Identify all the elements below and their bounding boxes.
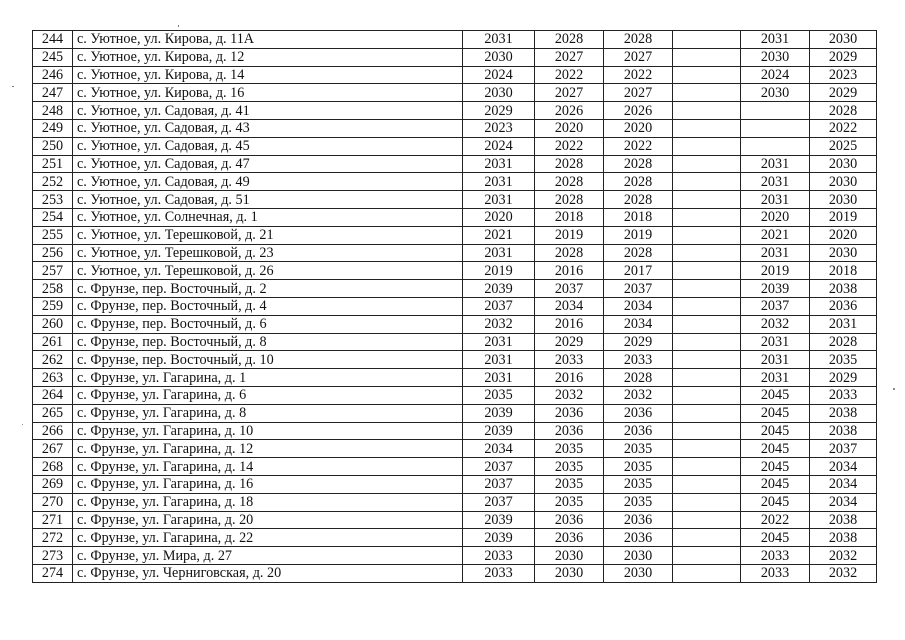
row-number-cell: 269 (33, 475, 73, 493)
row-number-cell: 249 (33, 119, 73, 137)
year-cell-4 (673, 351, 741, 369)
address-cell: с. Уютное, ул. Садовая, д. 51 (73, 191, 463, 209)
table-row (33, 458, 877, 476)
year-cell-4 (673, 493, 741, 511)
year-cell-5 (741, 137, 810, 155)
address-cell: с. Уютное, ул. Садовая, д. 47 (73, 155, 463, 173)
year-cell-6: 2032 (810, 564, 877, 582)
scan-speck (893, 388, 895, 390)
year-cell-6: 2030 (810, 244, 877, 262)
year-cell-4 (673, 547, 741, 565)
table-row (33, 511, 877, 529)
table-row (33, 280, 877, 298)
year-cell-4 (673, 564, 741, 582)
table-row (33, 386, 877, 404)
row-number-cell: 251 (33, 155, 73, 173)
document-page (32, 30, 876, 583)
year-cell-3: 2035 (604, 493, 673, 511)
address-cell: с. Уютное, ул. Кирова, д. 16 (73, 84, 463, 102)
year-cell-5: 2031 (741, 244, 810, 262)
year-cell-5 (741, 119, 810, 137)
year-cell-3: 2034 (604, 315, 673, 333)
year-cell-4 (673, 66, 741, 84)
address-cell: с. Уютное, ул. Солнечная, д. 1 (73, 208, 463, 226)
address-cell: с. Фрунзе, ул. Черниговская, д. 20 (73, 564, 463, 582)
year-cell-4 (673, 369, 741, 387)
year-cell-2: 2018 (535, 208, 604, 226)
year-cell-1: 2031 (463, 191, 535, 209)
row-number-cell: 273 (33, 547, 73, 565)
year-cell-6: 2038 (810, 280, 877, 298)
year-cell-3: 2017 (604, 262, 673, 280)
table-row (33, 297, 877, 315)
address-cell: с. Фрунзе, ул. Гагарина, д. 18 (73, 493, 463, 511)
address-cell: с. Фрунзе, ул. Мира, д. 27 (73, 547, 463, 565)
year-cell-3: 2022 (604, 66, 673, 84)
year-cell-5: 2045 (741, 475, 810, 493)
year-cell-6: 2023 (810, 66, 877, 84)
row-number-cell: 267 (33, 440, 73, 458)
year-cell-4 (673, 404, 741, 422)
year-cell-2: 2029 (535, 333, 604, 351)
table-row (33, 119, 877, 137)
year-cell-6: 2028 (810, 333, 877, 351)
year-cell-1: 2031 (463, 244, 535, 262)
year-cell-3: 2035 (604, 440, 673, 458)
year-cell-4 (673, 297, 741, 315)
year-cell-3: 2035 (604, 458, 673, 476)
year-cell-2: 2016 (535, 262, 604, 280)
year-cell-4 (673, 262, 741, 280)
year-cell-4 (673, 440, 741, 458)
table-row (33, 333, 877, 351)
address-cell: с. Фрунзе, пер. Восточный, д. 6 (73, 315, 463, 333)
row-number-cell: 248 (33, 102, 73, 120)
table-row (33, 475, 877, 493)
row-number-cell: 257 (33, 262, 73, 280)
year-cell-3: 2029 (604, 333, 673, 351)
year-cell-2: 2036 (535, 529, 604, 547)
address-cell: с. Фрунзе, ул. Гагарина, д. 10 (73, 422, 463, 440)
year-cell-1: 2031 (463, 369, 535, 387)
address-cell: с. Фрунзе, ул. Гагарина, д. 6 (73, 386, 463, 404)
scan-speck (178, 25, 179, 27)
row-number-cell: 246 (33, 66, 73, 84)
year-cell-4 (673, 386, 741, 404)
year-cell-1: 2037 (463, 493, 535, 511)
address-cell: с. Фрунзе, ул. Гагарина, д. 12 (73, 440, 463, 458)
year-cell-6: 2029 (810, 369, 877, 387)
year-cell-1: 2024 (463, 66, 535, 84)
row-number-cell: 272 (33, 529, 73, 547)
year-cell-6: 2030 (810, 155, 877, 173)
year-cell-5: 2039 (741, 280, 810, 298)
year-cell-2: 2032 (535, 386, 604, 404)
address-cell: с. Уютное, ул. Терешковой, д. 26 (73, 262, 463, 280)
year-cell-6: 2038 (810, 404, 877, 422)
year-cell-2: 2022 (535, 137, 604, 155)
year-cell-6: 2038 (810, 511, 877, 529)
address-cell: с. Фрунзе, ул. Гагарина, д. 1 (73, 369, 463, 387)
year-cell-6: 2031 (810, 315, 877, 333)
table-row (33, 208, 877, 226)
year-cell-1: 2031 (463, 155, 535, 173)
year-cell-2: 2016 (535, 369, 604, 387)
year-cell-3: 2034 (604, 297, 673, 315)
year-cell-2: 2037 (535, 280, 604, 298)
year-cell-4 (673, 208, 741, 226)
year-cell-2: 2035 (535, 440, 604, 458)
year-cell-5: 2045 (741, 386, 810, 404)
row-number-cell: 256 (33, 244, 73, 262)
year-cell-1: 2039 (463, 404, 535, 422)
year-cell-6: 2038 (810, 422, 877, 440)
year-cell-1: 2023 (463, 119, 535, 137)
year-cell-6: 2029 (810, 48, 877, 66)
row-number-cell: 247 (33, 84, 73, 102)
year-cell-1: 2039 (463, 280, 535, 298)
year-cell-1: 2034 (463, 440, 535, 458)
year-cell-2: 2030 (535, 564, 604, 582)
year-cell-6: 2035 (810, 351, 877, 369)
year-cell-3: 2033 (604, 351, 673, 369)
year-cell-3: 2028 (604, 244, 673, 262)
year-cell-3: 2030 (604, 564, 673, 582)
year-cell-2: 2020 (535, 119, 604, 137)
row-number-cell: 264 (33, 386, 73, 404)
table-row (33, 440, 877, 458)
address-cell: с. Уютное, ул. Кирова, д. 11А (73, 31, 463, 49)
address-cell: с. Фрунзе, пер. Восточный, д. 8 (73, 333, 463, 351)
row-number-cell: 260 (33, 315, 73, 333)
table-row (33, 315, 877, 333)
year-cell-4 (673, 137, 741, 155)
year-cell-4 (673, 119, 741, 137)
address-cell: с. Уютное, ул. Садовая, д. 49 (73, 173, 463, 191)
table-row (33, 529, 877, 547)
row-number-cell: 255 (33, 226, 73, 244)
address-cell: с. Уютное, ул. Садовая, д. 41 (73, 102, 463, 120)
table-row (33, 351, 877, 369)
year-cell-5: 2031 (741, 191, 810, 209)
table-row (33, 422, 877, 440)
address-cell: с. Фрунзе, пер. Восточный, д. 4 (73, 297, 463, 315)
row-number-cell: 270 (33, 493, 73, 511)
year-cell-3: 2028 (604, 369, 673, 387)
year-cell-1: 2037 (463, 475, 535, 493)
year-cell-1: 2024 (463, 137, 535, 155)
year-cell-4 (673, 315, 741, 333)
year-cell-2: 2034 (535, 297, 604, 315)
row-number-cell: 266 (33, 422, 73, 440)
year-cell-6: 2029 (810, 84, 877, 102)
year-cell-4 (673, 226, 741, 244)
year-cell-3: 2020 (604, 119, 673, 137)
scan-speck (12, 86, 14, 87)
table-row (33, 155, 877, 173)
row-number-cell: 245 (33, 48, 73, 66)
year-cell-6: 2018 (810, 262, 877, 280)
table-body (33, 31, 877, 583)
year-cell-5: 2030 (741, 84, 810, 102)
year-cell-4 (673, 244, 741, 262)
year-cell-6: 2034 (810, 475, 877, 493)
year-cell-6: 2022 (810, 119, 877, 137)
year-cell-3: 2028 (604, 191, 673, 209)
year-cell-5: 2033 (741, 564, 810, 582)
year-cell-6: 2037 (810, 440, 877, 458)
year-cell-6: 2034 (810, 493, 877, 511)
year-cell-6: 2030 (810, 191, 877, 209)
year-cell-3: 2027 (604, 84, 673, 102)
year-cell-4 (673, 422, 741, 440)
row-number-cell: 244 (33, 31, 73, 49)
table-row (33, 102, 877, 120)
year-cell-2: 2027 (535, 48, 604, 66)
address-cell: с. Уютное, ул. Садовая, д. 43 (73, 119, 463, 137)
year-cell-4 (673, 48, 741, 66)
year-cell-1: 2033 (463, 564, 535, 582)
year-cell-4 (673, 155, 741, 173)
address-cell: с. Уютное, ул. Кирова, д. 12 (73, 48, 463, 66)
year-cell-5: 2020 (741, 208, 810, 226)
year-cell-1: 2031 (463, 351, 535, 369)
year-cell-2: 2028 (535, 191, 604, 209)
year-cell-2: 2033 (535, 351, 604, 369)
table-row (33, 173, 877, 191)
schedule-table (32, 30, 877, 583)
year-cell-2: 2028 (535, 173, 604, 191)
year-cell-3: 2026 (604, 102, 673, 120)
year-cell-5: 2045 (741, 404, 810, 422)
row-number-cell: 268 (33, 458, 73, 476)
year-cell-1: 2033 (463, 547, 535, 565)
table-row (33, 48, 877, 66)
year-cell-1: 2031 (463, 333, 535, 351)
year-cell-4 (673, 280, 741, 298)
year-cell-3: 2019 (604, 226, 673, 244)
year-cell-3: 2030 (604, 547, 673, 565)
year-cell-2: 2022 (535, 66, 604, 84)
table-row (33, 564, 877, 582)
year-cell-4 (673, 475, 741, 493)
year-cell-5: 2031 (741, 369, 810, 387)
year-cell-3: 2035 (604, 475, 673, 493)
year-cell-2: 2026 (535, 102, 604, 120)
year-cell-5: 2031 (741, 351, 810, 369)
address-cell: с. Фрунзе, пер. Восточный, д. 10 (73, 351, 463, 369)
year-cell-6: 2019 (810, 208, 877, 226)
year-cell-5: 2031 (741, 155, 810, 173)
year-cell-6: 2025 (810, 137, 877, 155)
row-number-cell: 250 (33, 137, 73, 155)
year-cell-1: 2021 (463, 226, 535, 244)
year-cell-5: 2037 (741, 297, 810, 315)
year-cell-2: 2027 (535, 84, 604, 102)
year-cell-1: 2020 (463, 208, 535, 226)
year-cell-6: 2036 (810, 297, 877, 315)
year-cell-1: 2031 (463, 173, 535, 191)
table-row (33, 493, 877, 511)
year-cell-3: 2036 (604, 511, 673, 529)
year-cell-6: 2020 (810, 226, 877, 244)
year-cell-5: 2045 (741, 440, 810, 458)
year-cell-1: 2035 (463, 386, 535, 404)
year-cell-5: 2045 (741, 529, 810, 547)
year-cell-3: 2022 (604, 137, 673, 155)
year-cell-1: 2030 (463, 84, 535, 102)
year-cell-1: 2032 (463, 315, 535, 333)
year-cell-1: 2031 (463, 31, 535, 49)
row-number-cell: 271 (33, 511, 73, 529)
year-cell-3: 2037 (604, 280, 673, 298)
year-cell-4 (673, 191, 741, 209)
table-row (33, 404, 877, 422)
year-cell-5: 2045 (741, 493, 810, 511)
table-row (33, 226, 877, 244)
year-cell-1: 2019 (463, 262, 535, 280)
year-cell-3: 2032 (604, 386, 673, 404)
scan-speck (22, 424, 23, 425)
year-cell-2: 2035 (535, 475, 604, 493)
year-cell-5: 2031 (741, 173, 810, 191)
year-cell-5: 2045 (741, 458, 810, 476)
year-cell-1: 2039 (463, 422, 535, 440)
year-cell-5: 2024 (741, 66, 810, 84)
year-cell-4 (673, 31, 741, 49)
year-cell-3: 2036 (604, 529, 673, 547)
row-number-cell: 262 (33, 351, 73, 369)
year-cell-5: 2022 (741, 511, 810, 529)
table-row (33, 191, 877, 209)
year-cell-4 (673, 529, 741, 547)
address-cell: с. Фрунзе, ул. Гагарина, д. 8 (73, 404, 463, 422)
address-cell: с. Уютное, ул. Кирова, д. 14 (73, 66, 463, 84)
year-cell-6: 2038 (810, 529, 877, 547)
year-cell-3: 2018 (604, 208, 673, 226)
row-number-cell: 259 (33, 297, 73, 315)
year-cell-6: 2030 (810, 31, 877, 49)
year-cell-1: 2039 (463, 529, 535, 547)
year-cell-3: 2036 (604, 422, 673, 440)
year-cell-5: 2021 (741, 226, 810, 244)
year-cell-1: 2037 (463, 297, 535, 315)
table-row (33, 66, 877, 84)
year-cell-3: 2028 (604, 155, 673, 173)
row-number-cell: 263 (33, 369, 73, 387)
address-cell: с. Фрунзе, пер. Восточный, д. 2 (73, 280, 463, 298)
year-cell-4 (673, 173, 741, 191)
year-cell-5 (741, 102, 810, 120)
year-cell-1: 2037 (463, 458, 535, 476)
row-number-cell: 253 (33, 191, 73, 209)
address-cell: с. Фрунзе, ул. Гагарина, д. 14 (73, 458, 463, 476)
year-cell-6: 2033 (810, 386, 877, 404)
row-number-cell: 274 (33, 564, 73, 582)
address-cell: с. Фрунзе, ул. Гагарина, д. 22 (73, 529, 463, 547)
year-cell-1: 2029 (463, 102, 535, 120)
year-cell-4 (673, 511, 741, 529)
year-cell-2: 2036 (535, 422, 604, 440)
row-number-cell: 252 (33, 173, 73, 191)
year-cell-4 (673, 333, 741, 351)
year-cell-5: 2032 (741, 315, 810, 333)
year-cell-6: 2028 (810, 102, 877, 120)
year-cell-2: 2036 (535, 511, 604, 529)
year-cell-5: 2045 (741, 422, 810, 440)
year-cell-5: 2033 (741, 547, 810, 565)
year-cell-2: 2030 (535, 547, 604, 565)
table-row (33, 369, 877, 387)
year-cell-5: 2019 (741, 262, 810, 280)
year-cell-3: 2028 (604, 31, 673, 49)
year-cell-3: 2036 (604, 404, 673, 422)
year-cell-4 (673, 84, 741, 102)
year-cell-2: 2035 (535, 458, 604, 476)
address-cell: с. Уютное, ул. Терешковой, д. 21 (73, 226, 463, 244)
row-number-cell: 265 (33, 404, 73, 422)
table-row (33, 31, 877, 49)
address-cell: с. Уютное, ул. Садовая, д. 45 (73, 137, 463, 155)
year-cell-4 (673, 102, 741, 120)
table-row (33, 262, 877, 280)
year-cell-2: 2028 (535, 155, 604, 173)
year-cell-1: 2039 (463, 511, 535, 529)
address-cell: с. Фрунзе, ул. Гагарина, д. 20 (73, 511, 463, 529)
year-cell-2: 2016 (535, 315, 604, 333)
table-row (33, 547, 877, 565)
year-cell-3: 2028 (604, 173, 673, 191)
year-cell-2: 2028 (535, 31, 604, 49)
year-cell-1: 2030 (463, 48, 535, 66)
year-cell-5: 2031 (741, 31, 810, 49)
year-cell-4 (673, 458, 741, 476)
year-cell-6: 2030 (810, 173, 877, 191)
year-cell-2: 2036 (535, 404, 604, 422)
table-row (33, 84, 877, 102)
year-cell-5: 2031 (741, 333, 810, 351)
year-cell-6: 2034 (810, 458, 877, 476)
year-cell-3: 2027 (604, 48, 673, 66)
table-row (33, 244, 877, 262)
address-cell: с. Уютное, ул. Терешковой, д. 23 (73, 244, 463, 262)
address-cell: с. Фрунзе, ул. Гагарина, д. 16 (73, 475, 463, 493)
year-cell-6: 2032 (810, 547, 877, 565)
year-cell-2: 2019 (535, 226, 604, 244)
table-row (33, 137, 877, 155)
row-number-cell: 254 (33, 208, 73, 226)
year-cell-5: 2030 (741, 48, 810, 66)
row-number-cell: 258 (33, 280, 73, 298)
row-number-cell: 261 (33, 333, 73, 351)
year-cell-2: 2028 (535, 244, 604, 262)
year-cell-2: 2035 (535, 493, 604, 511)
